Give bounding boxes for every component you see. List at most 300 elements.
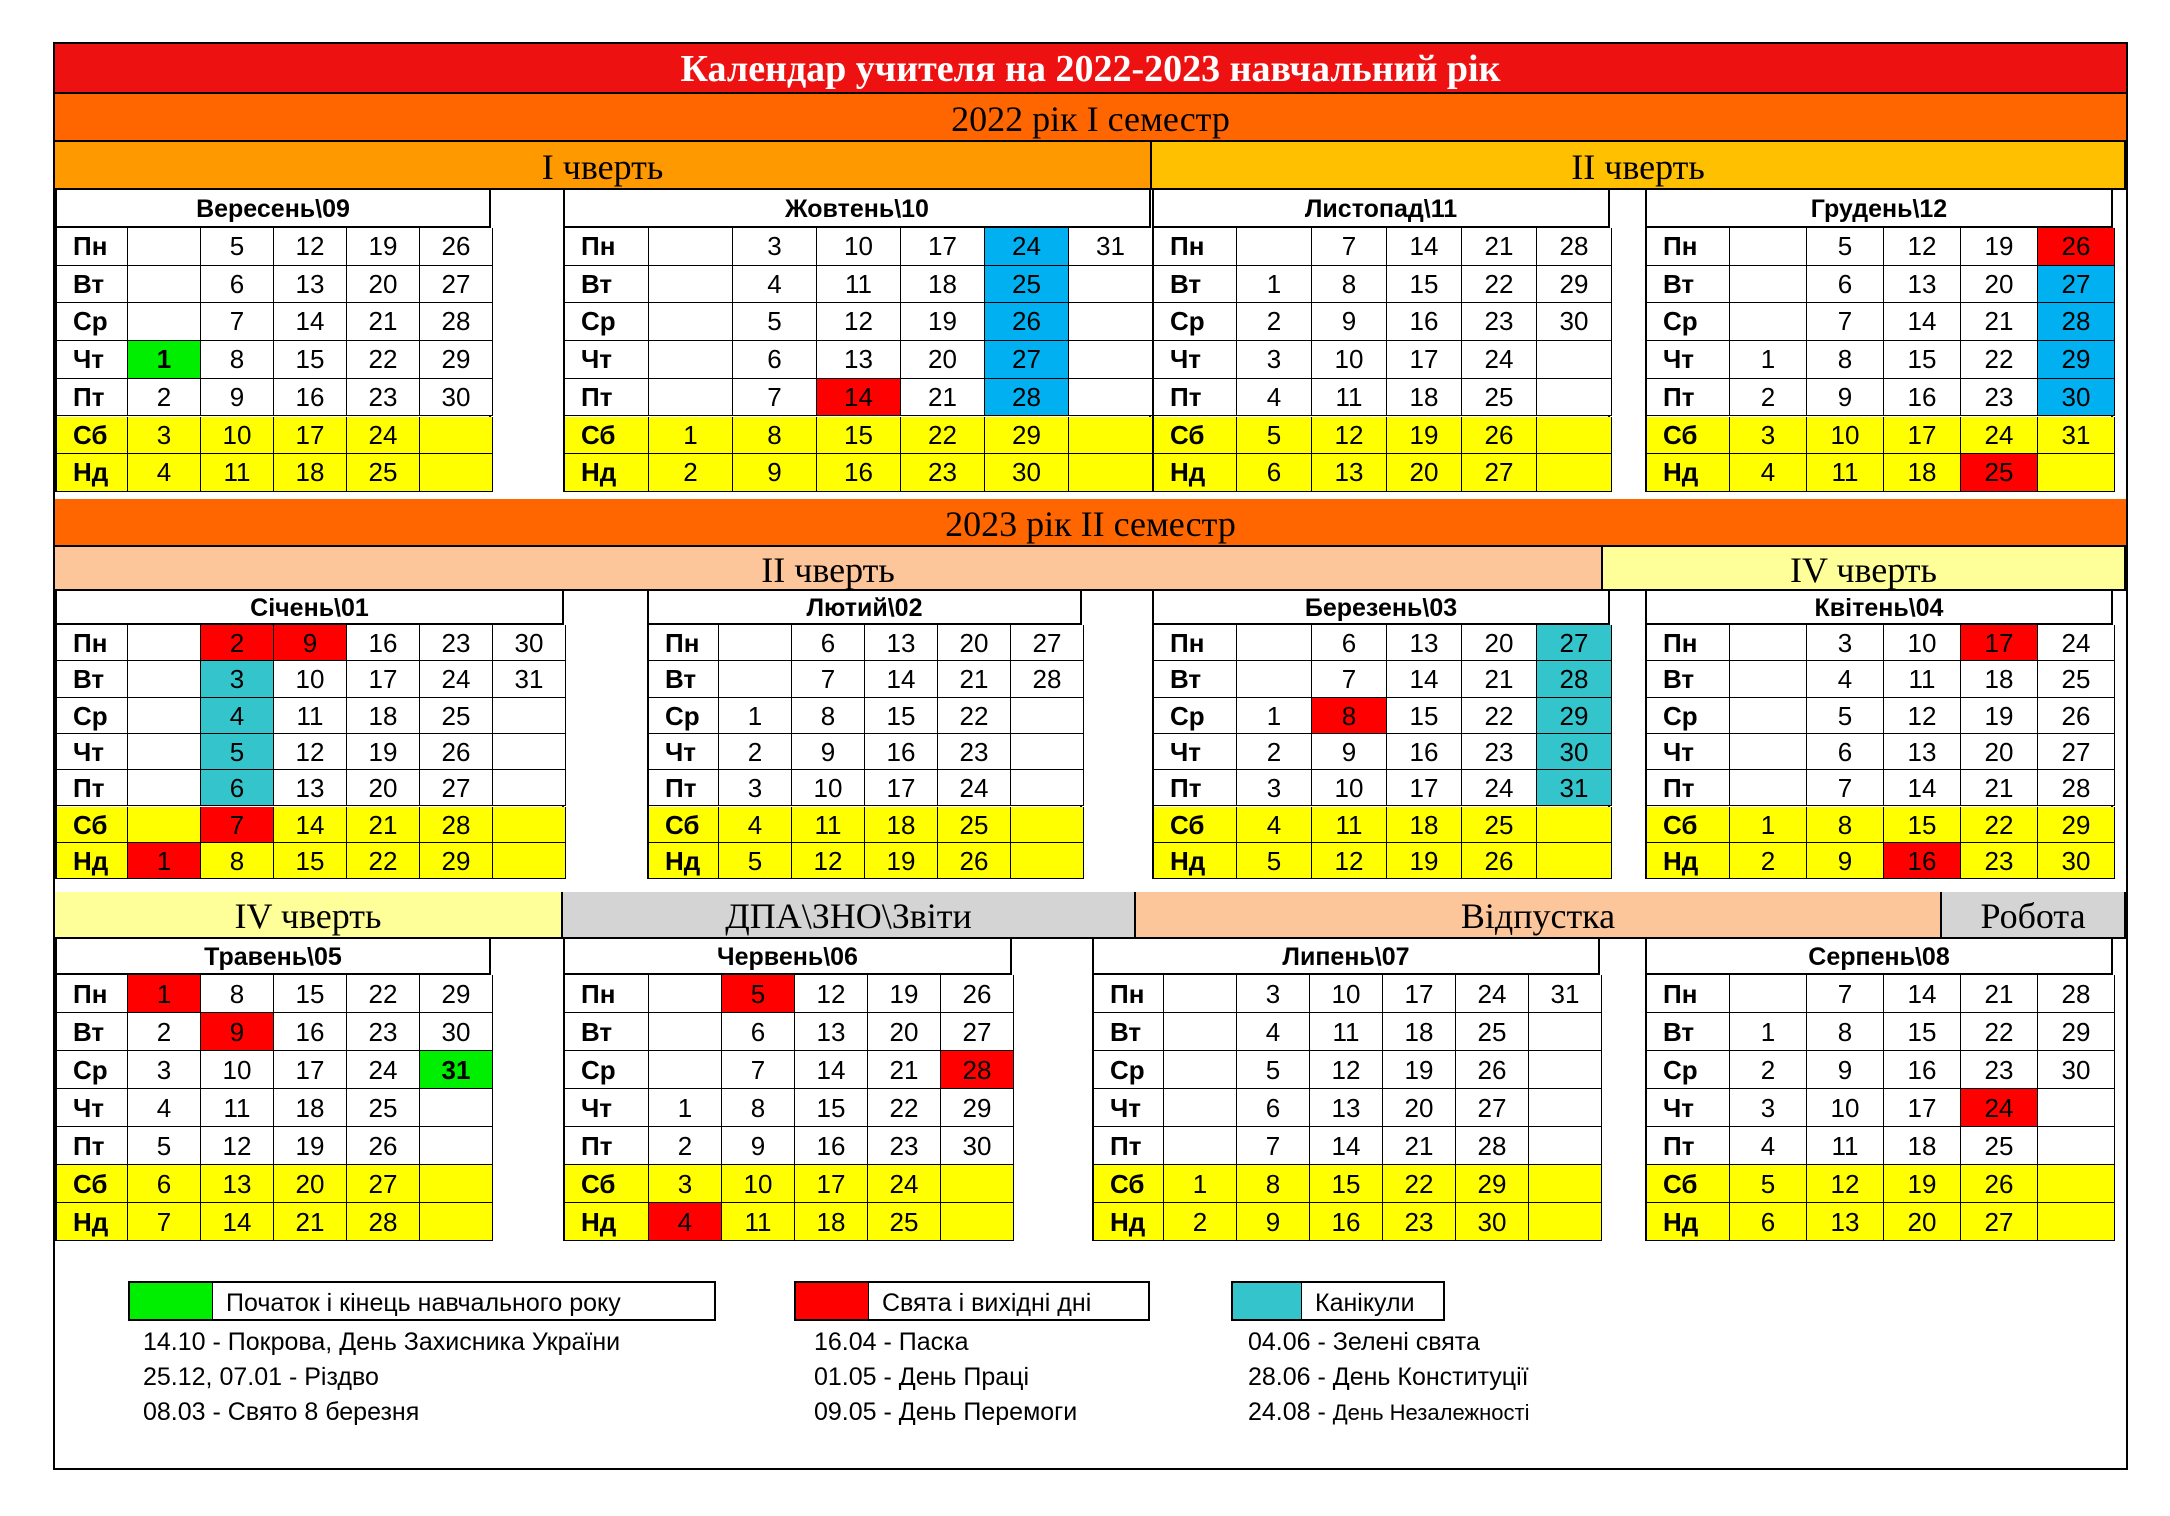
weekday-label: Ср bbox=[57, 303, 128, 341]
day-cell: 29 bbox=[1537, 266, 1612, 304]
day-cell bbox=[1537, 341, 1612, 379]
day-cell bbox=[1164, 1127, 1237, 1165]
day-cell: 4 bbox=[1807, 661, 1884, 697]
weekday-label: Пн bbox=[565, 975, 649, 1013]
day-cell: 5 bbox=[1807, 228, 1884, 266]
day-cell: 13 bbox=[201, 1165, 274, 1203]
day-cell: 30 bbox=[2038, 379, 2115, 417]
day-cell: 6 bbox=[1807, 734, 1884, 770]
day-cell: 7 bbox=[128, 1203, 201, 1241]
month-block bbox=[563, 190, 1151, 492]
day-cell: 21 bbox=[938, 661, 1011, 697]
day-cell bbox=[493, 807, 566, 843]
day-cell: 15 bbox=[1884, 341, 1961, 379]
day-cell: 20 bbox=[1387, 454, 1462, 492]
day-cell: 10 bbox=[817, 228, 901, 266]
weekday-label: Пн bbox=[1154, 625, 1237, 661]
day-cell: 15 bbox=[274, 341, 347, 379]
day-cell bbox=[1011, 734, 1084, 770]
day-cell: 15 bbox=[1387, 698, 1462, 734]
legend-swatch bbox=[130, 1283, 213, 1319]
holiday-entry: 24.08 - День Незалежності bbox=[1248, 1398, 1530, 1426]
weekday-label: Сб bbox=[57, 807, 128, 843]
day-cell bbox=[1164, 1013, 1237, 1051]
day-cell: 28 bbox=[347, 1203, 420, 1241]
day-cell bbox=[128, 661, 201, 697]
day-cell: 2 bbox=[201, 625, 274, 661]
day-cell: 14 bbox=[795, 1051, 868, 1089]
day-cell: 24 bbox=[347, 1051, 420, 1089]
weekday-label: Нд bbox=[565, 1203, 649, 1241]
day-cell: 12 bbox=[817, 303, 901, 341]
day-cell: 20 bbox=[1462, 625, 1537, 661]
day-cell: 15 bbox=[1884, 807, 1961, 843]
day-cell: 14 bbox=[865, 661, 938, 697]
day-cell: 26 bbox=[1462, 417, 1537, 455]
day-cell: 25 bbox=[2038, 661, 2115, 697]
weekday-label: Пт bbox=[57, 770, 128, 806]
day-cell: 28 bbox=[2038, 303, 2115, 341]
day-cell: 7 bbox=[1807, 975, 1884, 1013]
day-cell: 14 bbox=[1884, 303, 1961, 341]
month-name: Травень\05 bbox=[57, 939, 489, 975]
day-cell: 30 bbox=[2038, 1051, 2115, 1089]
day-cell bbox=[1011, 698, 1084, 734]
day-cell: 5 bbox=[1237, 417, 1312, 455]
day-cell: 10 bbox=[792, 770, 865, 806]
day-cell bbox=[1069, 454, 1153, 492]
day-cell: 15 bbox=[274, 975, 347, 1013]
day-cell: 2 bbox=[1237, 734, 1312, 770]
day-cell bbox=[128, 625, 201, 661]
weekday-label: Ср bbox=[1154, 698, 1237, 734]
day-cell: 29 bbox=[2038, 341, 2115, 379]
weekday-label: Пн bbox=[57, 625, 128, 661]
weekday-label: Ср bbox=[57, 1051, 128, 1089]
day-cell: 19 bbox=[1387, 843, 1462, 879]
weekday-label: Чт bbox=[57, 1089, 128, 1127]
day-cell: 2 bbox=[649, 1127, 722, 1165]
day-cell: 6 bbox=[1312, 625, 1387, 661]
day-cell: 7 bbox=[201, 807, 274, 843]
day-cell: 12 bbox=[792, 843, 865, 879]
day-cell: 5 bbox=[201, 228, 274, 266]
day-cell: 26 bbox=[1462, 843, 1537, 879]
day-cell: 7 bbox=[1807, 303, 1884, 341]
day-cell: 10 bbox=[201, 417, 274, 455]
day-cell bbox=[2038, 1127, 2115, 1165]
day-cell: 3 bbox=[719, 770, 792, 806]
month-block bbox=[1645, 591, 2113, 879]
day-cell: 1 bbox=[1164, 1165, 1237, 1203]
day-cell: 31 bbox=[2038, 417, 2115, 455]
day-cell: 27 bbox=[2038, 734, 2115, 770]
day-cell bbox=[1164, 975, 1237, 1013]
weekday-label: Вт bbox=[1647, 266, 1730, 304]
day-cell: 14 bbox=[1387, 228, 1462, 266]
day-cell: 22 bbox=[1462, 266, 1537, 304]
day-cell: 2 bbox=[128, 1013, 201, 1051]
day-cell: 31 bbox=[493, 661, 566, 697]
month-name: Червень\06 bbox=[565, 939, 1010, 975]
day-cell: 23 bbox=[1961, 1051, 2038, 1089]
day-cell: 25 bbox=[1961, 454, 2038, 492]
legend-label: Канікули bbox=[1315, 1289, 1415, 1317]
month-block bbox=[55, 591, 564, 879]
day-cell: 19 bbox=[901, 303, 985, 341]
month-name: Квітень\04 bbox=[1647, 591, 2111, 625]
day-cell: 8 bbox=[722, 1089, 795, 1127]
day-cell: 29 bbox=[1456, 1165, 1529, 1203]
weekday-label: Пн bbox=[1094, 975, 1164, 1013]
day-cell: 21 bbox=[347, 807, 420, 843]
day-cell: 3 bbox=[128, 1051, 201, 1089]
day-cell bbox=[649, 379, 733, 417]
day-cell bbox=[128, 770, 201, 806]
day-cell: 24 bbox=[938, 770, 1011, 806]
day-cell: 4 bbox=[128, 1089, 201, 1127]
day-cell: 21 bbox=[1462, 228, 1537, 266]
day-cell: 7 bbox=[201, 303, 274, 341]
day-cell: 29 bbox=[941, 1089, 1014, 1127]
day-cell: 21 bbox=[347, 303, 420, 341]
weekday-label: Чт bbox=[565, 1089, 649, 1127]
day-cell: 4 bbox=[128, 454, 201, 492]
weekday-label: Нд bbox=[57, 1203, 128, 1241]
day-cell: 30 bbox=[1456, 1203, 1529, 1241]
day-cell: 22 bbox=[1383, 1165, 1456, 1203]
day-cell: 29 bbox=[2038, 807, 2115, 843]
day-cell: 17 bbox=[1383, 975, 1456, 1013]
day-cell bbox=[1529, 1013, 1602, 1051]
day-cell: 15 bbox=[795, 1089, 868, 1127]
holiday-entry: 08.03 - Свято 8 березня bbox=[143, 1398, 420, 1426]
day-cell: 16 bbox=[1310, 1203, 1383, 1241]
day-cell: 20 bbox=[938, 625, 1011, 661]
day-cell: 17 bbox=[1387, 341, 1462, 379]
day-cell: 23 bbox=[1961, 379, 2038, 417]
weekday-label: Сб bbox=[1094, 1165, 1164, 1203]
month-block bbox=[647, 591, 1082, 879]
day-cell: 6 bbox=[722, 1013, 795, 1051]
day-cell: 7 bbox=[733, 379, 817, 417]
day-cell: 6 bbox=[1807, 266, 1884, 304]
day-cell: 15 bbox=[1310, 1165, 1383, 1203]
day-cell: 25 bbox=[420, 698, 493, 734]
day-cell: 29 bbox=[420, 341, 493, 379]
day-cell bbox=[1237, 228, 1312, 266]
day-cell: 20 bbox=[868, 1013, 941, 1051]
day-cell bbox=[1537, 379, 1612, 417]
day-cell: 3 bbox=[1730, 417, 1807, 455]
day-cell: 23 bbox=[1462, 303, 1537, 341]
day-cell: 14 bbox=[274, 807, 347, 843]
day-cell: 3 bbox=[649, 1165, 722, 1203]
day-cell: 11 bbox=[817, 266, 901, 304]
day-cell bbox=[1529, 1089, 1602, 1127]
day-cell: 8 bbox=[1807, 807, 1884, 843]
day-cell: 20 bbox=[1884, 1203, 1961, 1241]
month-block bbox=[55, 939, 491, 1241]
legend-swatch bbox=[1233, 1283, 1302, 1319]
day-cell bbox=[649, 975, 722, 1013]
day-cell: 23 bbox=[1383, 1203, 1456, 1241]
weekday-label: Ср bbox=[565, 303, 649, 341]
day-cell: 8 bbox=[201, 341, 274, 379]
day-cell: 13 bbox=[1884, 266, 1961, 304]
calendar-frame bbox=[53, 42, 2128, 1470]
day-cell: 5 bbox=[1807, 698, 1884, 734]
month-name: Березень\03 bbox=[1154, 591, 1608, 625]
day-cell bbox=[128, 228, 201, 266]
day-cell: 28 bbox=[1011, 661, 1084, 697]
day-cell: 18 bbox=[1387, 807, 1462, 843]
day-cell bbox=[1069, 379, 1153, 417]
day-cell bbox=[1237, 625, 1312, 661]
weekday-label: Вт bbox=[57, 266, 128, 304]
day-cell: 3 bbox=[1730, 1089, 1807, 1127]
day-cell bbox=[1164, 1089, 1237, 1127]
day-cell: 26 bbox=[941, 975, 1014, 1013]
day-cell: 30 bbox=[1537, 303, 1612, 341]
quarter-band: IV чверть bbox=[1603, 547, 2126, 591]
day-cell: 19 bbox=[865, 843, 938, 879]
weekday-label: Пт bbox=[1647, 1127, 1730, 1165]
day-cell: 20 bbox=[901, 341, 985, 379]
day-cell bbox=[1537, 843, 1612, 879]
day-cell: 14 bbox=[1310, 1127, 1383, 1165]
day-cell: 4 bbox=[1237, 807, 1312, 843]
day-cell: 25 bbox=[985, 266, 1069, 304]
day-cell bbox=[649, 1051, 722, 1089]
day-cell: 23 bbox=[347, 379, 420, 417]
day-cell: 17 bbox=[274, 1051, 347, 1089]
day-cell: 2 bbox=[1730, 1051, 1807, 1089]
day-cell bbox=[1529, 1203, 1602, 1241]
day-cell bbox=[420, 1089, 493, 1127]
day-cell: 27 bbox=[1961, 1203, 2038, 1241]
day-cell bbox=[1164, 1051, 1237, 1089]
holiday-entry: 01.05 - День Праці bbox=[814, 1363, 1030, 1391]
day-cell bbox=[1529, 1127, 1602, 1165]
weekday-label: Пт bbox=[565, 1127, 649, 1165]
day-cell: 29 bbox=[420, 975, 493, 1013]
day-cell: 30 bbox=[493, 625, 566, 661]
holiday-entry: 28.06 - День Конституції bbox=[1248, 1363, 1529, 1391]
day-cell: 18 bbox=[347, 698, 420, 734]
day-cell: 22 bbox=[1961, 1013, 2038, 1051]
day-cell: 1 bbox=[719, 698, 792, 734]
day-cell: 21 bbox=[1961, 770, 2038, 806]
weekday-label: Ср bbox=[1647, 303, 1730, 341]
day-cell: 10 bbox=[1312, 341, 1387, 379]
month-block bbox=[1152, 591, 1610, 879]
legend-item bbox=[128, 1281, 716, 1321]
day-cell bbox=[649, 303, 733, 341]
day-cell: 22 bbox=[938, 698, 1011, 734]
day-cell: 15 bbox=[1884, 1013, 1961, 1051]
weekday-label: Пт bbox=[649, 770, 719, 806]
day-cell: 23 bbox=[1462, 734, 1537, 770]
day-cell: 31 bbox=[420, 1051, 493, 1089]
day-cell: 16 bbox=[274, 1013, 347, 1051]
quarter-band: І чверть bbox=[55, 142, 1152, 190]
day-cell bbox=[420, 417, 493, 455]
day-cell: 20 bbox=[1961, 266, 2038, 304]
day-cell: 26 bbox=[985, 303, 1069, 341]
day-cell: 2 bbox=[1730, 843, 1807, 879]
day-cell: 7 bbox=[1312, 228, 1387, 266]
day-cell: 8 bbox=[201, 975, 274, 1013]
holiday-entry: 09.05 - День Перемоги bbox=[814, 1398, 1078, 1426]
day-cell: 24 bbox=[1961, 417, 2038, 455]
day-cell: 23 bbox=[938, 734, 1011, 770]
day-cell: 9 bbox=[1237, 1203, 1310, 1241]
day-cell bbox=[128, 734, 201, 770]
day-cell: 30 bbox=[985, 454, 1069, 492]
day-cell bbox=[1529, 1165, 1602, 1203]
weekday-label: Вт bbox=[1647, 661, 1730, 697]
day-cell bbox=[1730, 661, 1807, 697]
weekday-label: Пн bbox=[57, 228, 128, 266]
day-cell: 9 bbox=[1312, 734, 1387, 770]
day-cell bbox=[1069, 303, 1153, 341]
day-cell: 7 bbox=[1807, 770, 1884, 806]
day-cell bbox=[420, 1165, 493, 1203]
day-cell: 30 bbox=[420, 379, 493, 417]
day-cell: 16 bbox=[347, 625, 420, 661]
day-cell: 29 bbox=[420, 843, 493, 879]
day-cell: 25 bbox=[868, 1203, 941, 1241]
day-cell: 13 bbox=[274, 266, 347, 304]
day-cell: 19 bbox=[1383, 1051, 1456, 1089]
weekday-label: Чт bbox=[649, 734, 719, 770]
weekday-label: Пт bbox=[1154, 379, 1237, 417]
day-cell: 20 bbox=[347, 770, 420, 806]
day-cell: 12 bbox=[1884, 228, 1961, 266]
month-block bbox=[1152, 190, 1610, 492]
day-cell: 19 bbox=[274, 1127, 347, 1165]
day-cell: 4 bbox=[1237, 379, 1312, 417]
weekday-label: Пт bbox=[1094, 1127, 1164, 1165]
day-cell: 16 bbox=[1387, 734, 1462, 770]
day-cell: 25 bbox=[1462, 807, 1537, 843]
weekday-label: Пт bbox=[57, 1127, 128, 1165]
day-cell: 1 bbox=[128, 975, 201, 1013]
weekday-label: Нд bbox=[1094, 1203, 1164, 1241]
day-cell: 11 bbox=[792, 807, 865, 843]
day-cell: 9 bbox=[1312, 303, 1387, 341]
day-cell: 7 bbox=[722, 1051, 795, 1089]
day-cell: 14 bbox=[817, 379, 901, 417]
weekday-label: Ср bbox=[57, 698, 128, 734]
weekday-label: Пн bbox=[1154, 228, 1237, 266]
day-cell: 26 bbox=[420, 734, 493, 770]
weekday-label: Сб bbox=[1647, 1165, 1730, 1203]
day-cell: 1 bbox=[1730, 807, 1807, 843]
day-cell: 27 bbox=[1011, 625, 1084, 661]
day-cell: 12 bbox=[1884, 698, 1961, 734]
day-cell: 1 bbox=[128, 843, 201, 879]
day-cell: 11 bbox=[274, 698, 347, 734]
day-cell: 23 bbox=[347, 1013, 420, 1051]
weekday-label: Вт bbox=[57, 1013, 128, 1051]
day-cell: 13 bbox=[1807, 1203, 1884, 1241]
quarter-band: Робота bbox=[1942, 892, 2126, 939]
day-cell: 18 bbox=[1387, 379, 1462, 417]
day-cell: 27 bbox=[2038, 266, 2115, 304]
weekday-label: Сб bbox=[565, 417, 649, 455]
weekday-label: Вт bbox=[1094, 1013, 1164, 1051]
day-cell: 28 bbox=[2038, 975, 2115, 1013]
day-cell: 21 bbox=[901, 379, 985, 417]
weekday-label: Пн bbox=[565, 228, 649, 266]
day-cell: 4 bbox=[1730, 454, 1807, 492]
day-cell bbox=[128, 266, 201, 304]
day-cell: 12 bbox=[274, 228, 347, 266]
day-cell bbox=[2038, 1089, 2115, 1127]
day-cell: 19 bbox=[347, 734, 420, 770]
day-cell: 8 bbox=[1312, 266, 1387, 304]
day-cell bbox=[941, 1165, 1014, 1203]
weekday-label: Чт bbox=[1647, 734, 1730, 770]
day-cell: 21 bbox=[868, 1051, 941, 1089]
weekday-label: Пн bbox=[57, 975, 128, 1013]
day-cell: 1 bbox=[128, 341, 201, 379]
weekday-label: Пн bbox=[649, 625, 719, 661]
day-cell: 3 bbox=[1237, 770, 1312, 806]
day-cell: 1 bbox=[649, 1089, 722, 1127]
day-cell bbox=[493, 698, 566, 734]
day-cell bbox=[1730, 303, 1807, 341]
day-cell: 8 bbox=[792, 698, 865, 734]
day-cell: 6 bbox=[733, 341, 817, 379]
month-block bbox=[563, 939, 1012, 1241]
day-cell: 18 bbox=[274, 1089, 347, 1127]
day-cell: 27 bbox=[941, 1013, 1014, 1051]
day-cell: 4 bbox=[649, 1203, 722, 1241]
weekday-label: Пт bbox=[565, 379, 649, 417]
day-cell: 16 bbox=[1884, 1051, 1961, 1089]
day-cell: 28 bbox=[1456, 1127, 1529, 1165]
day-cell: 20 bbox=[1961, 734, 2038, 770]
day-cell: 19 bbox=[1961, 698, 2038, 734]
day-cell bbox=[493, 843, 566, 879]
day-cell: 11 bbox=[1312, 807, 1387, 843]
day-cell: 2 bbox=[1164, 1203, 1237, 1241]
weekday-label: Нд bbox=[57, 843, 128, 879]
day-cell: 2 bbox=[1730, 379, 1807, 417]
day-cell: 9 bbox=[1807, 1051, 1884, 1089]
day-cell: 20 bbox=[347, 266, 420, 304]
day-cell: 11 bbox=[201, 1089, 274, 1127]
day-cell: 8 bbox=[1312, 698, 1387, 734]
day-cell: 18 bbox=[901, 266, 985, 304]
weekday-label: Пт bbox=[1647, 379, 1730, 417]
day-cell: 11 bbox=[1310, 1013, 1383, 1051]
weekday-label: Пт bbox=[57, 379, 128, 417]
day-cell: 8 bbox=[1807, 1013, 1884, 1051]
weekday-label: Пн bbox=[1647, 625, 1730, 661]
weekday-label: Ср bbox=[1094, 1051, 1164, 1089]
day-cell: 23 bbox=[868, 1127, 941, 1165]
day-cell: 31 bbox=[1069, 228, 1153, 266]
weekday-label: Нд bbox=[649, 843, 719, 879]
day-cell bbox=[2038, 1165, 2115, 1203]
quarter-band: ІІ чверть bbox=[55, 547, 1603, 591]
day-cell: 23 bbox=[901, 454, 985, 492]
day-cell: 22 bbox=[347, 975, 420, 1013]
